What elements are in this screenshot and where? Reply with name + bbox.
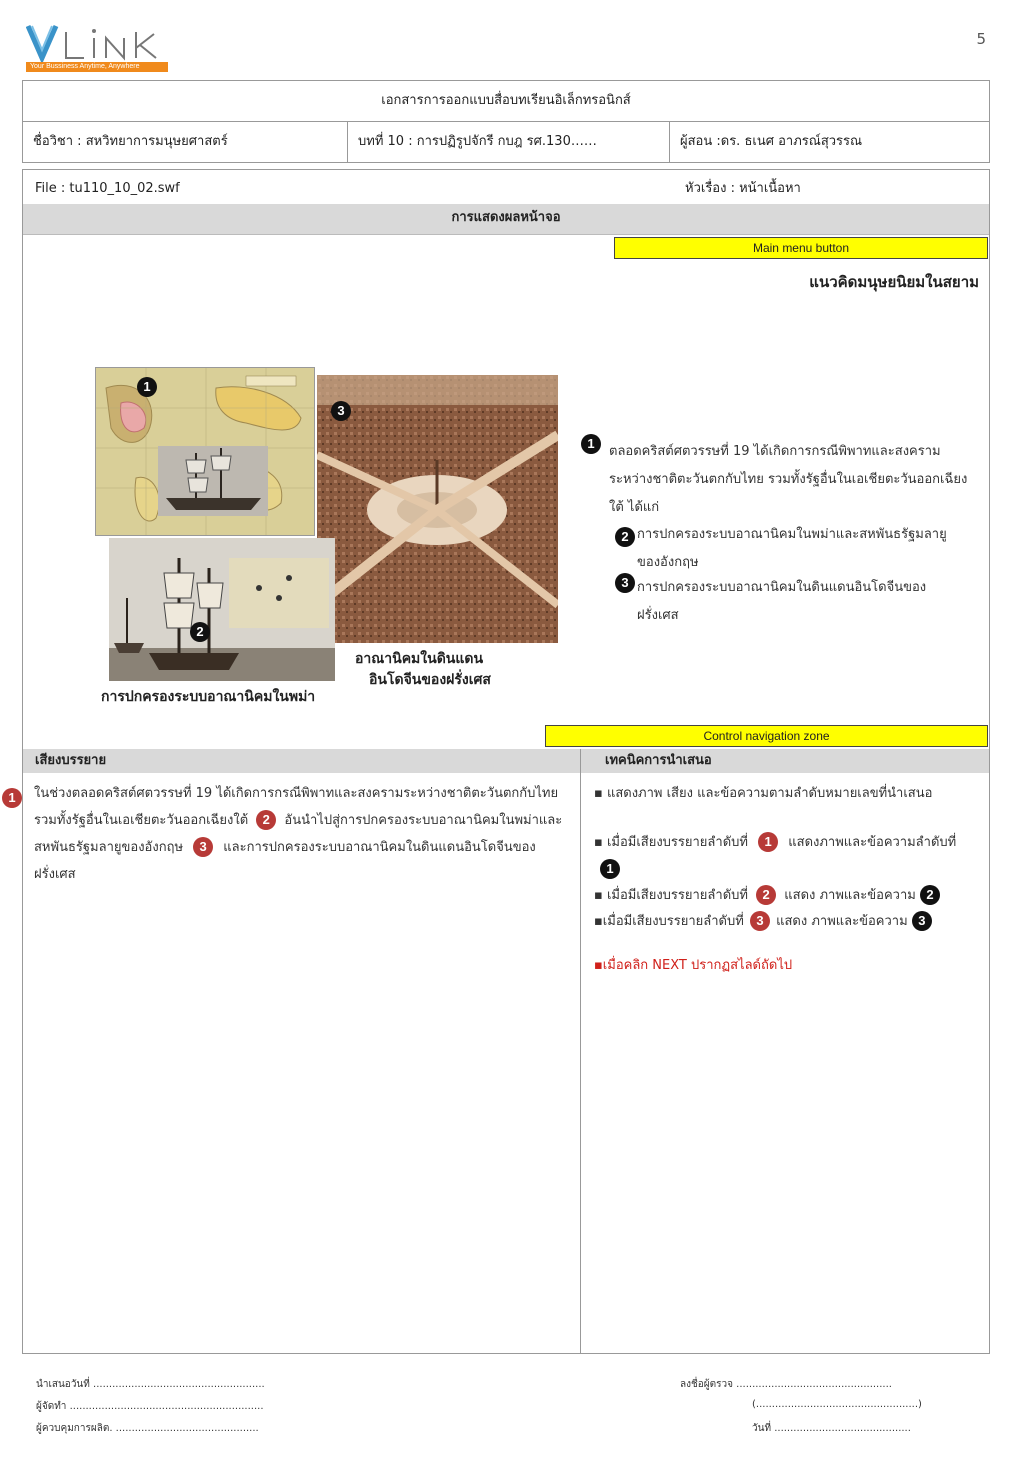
display-section-header: การแสดงผลหน้าจอ xyxy=(23,204,989,235)
burma-ships-illustration xyxy=(109,538,335,681)
technique-item-3-end-marker: 2 xyxy=(920,885,940,905)
technique-item-3-suffix: แสดง ภาพและข้อความ xyxy=(784,888,916,903)
technique-item-4-suffix: แสดง ภาพและข้อความ xyxy=(776,914,908,929)
narration-marker-1: 1 xyxy=(2,787,22,808)
narration-part-2: อันนำไปสู่การปกครองระบบอาณานิคมในพม่าและสหพันธรัฐมลายูของอังกฤษ xyxy=(34,813,563,855)
indochina-aerial-illustration xyxy=(317,375,558,643)
world-map-image xyxy=(95,367,315,536)
lower-section-header xyxy=(23,749,989,773)
topic-label: หัวเรื่อง : หน้าเนื้อหา xyxy=(685,181,801,196)
technique-item-3-marker: 2 xyxy=(756,885,776,905)
technique-list xyxy=(594,780,979,979)
image-marker-1: 1 xyxy=(137,376,157,397)
image-marker-3: 3 xyxy=(331,400,351,421)
vlink-logo-mark xyxy=(26,22,174,64)
content-item-3: การปกครองระบบอาณานิคมในดินแดนอินโดจีนของฝรั่งเศส xyxy=(637,580,927,623)
content-intro: ตลอดคริสต์ศตวรรษที่ 19 ได้เกิดการกรณีพิพาทและสงครามระหว่างชาติตะวันตกกับไทย รวมทั้งรัฐอื่นในเอเชียตะวันออกเฉียงใต้ ได้แก่ xyxy=(609,444,968,515)
caption-indochina-line1: อาณานิคมในดินแดน xyxy=(355,651,484,667)
technique-item-2-suffix: แสดงภาพและข้อความลำดับที่ xyxy=(788,835,957,850)
technique-item-5: ▪เมื่อคลิก NEXT ปรากฏสไลด์ถัดไป xyxy=(594,958,793,973)
technique-item-2-marker: 1 xyxy=(758,832,778,852)
footer-supervisor: ผู้ควบคุมการผลิต. ............................................. xyxy=(36,1423,259,1434)
technique-item-3 xyxy=(594,883,979,909)
column-divider xyxy=(580,749,581,1354)
image-marker-2: 2 xyxy=(190,621,210,642)
narration-marker-3: 3 xyxy=(193,837,213,857)
technique-item-2 xyxy=(594,829,979,883)
burma-ships-image xyxy=(109,538,335,681)
narration-marker-2: 2 xyxy=(256,810,276,830)
footer-date: วันที่ ........................................... xyxy=(752,1423,911,1434)
technique-item-4-prefix: ▪เมื่อมีเสียงบรรยายลำดับที่ xyxy=(594,914,744,929)
file-name: File : tu110_10_02.swf xyxy=(35,181,180,196)
caption-burma: การปกครองระบบอาณานิคมในพม่า xyxy=(101,689,316,705)
content-marker-1: 1 xyxy=(581,433,601,454)
document-title: เอกสารการออกแบบสื่อบทเรียนอิเล็กทรอนิกส์ xyxy=(23,81,989,122)
main-menu-button[interactable]: Main menu button xyxy=(614,237,988,259)
technique-item-4-end-marker: 3 xyxy=(912,911,932,931)
narration-text xyxy=(34,780,574,888)
indochina-aerial-image xyxy=(317,375,558,643)
caption-indochina-line2: อินโดจีนของฝรั่งเศส xyxy=(369,672,491,688)
course-name: ชื่อวิชา : สหวิทยาการมนุษยศาสตร์ xyxy=(23,122,348,162)
content-marker-3: 3 xyxy=(615,572,635,593)
document-header xyxy=(22,80,990,163)
technique-item-2-prefix: ▪ เมื่อมีเสียงบรรยายลำดับที่ xyxy=(594,835,748,850)
technique-item-4 xyxy=(594,909,979,935)
technique-item-1: ▪ แสดงภาพ เสียง และข้อความตามลำดับหมายเลขที่นำเสนอ xyxy=(594,786,933,801)
technique-item-4-marker: 3 xyxy=(750,911,770,931)
technique-header: เทคนิคการนำเสนอ xyxy=(605,753,712,768)
control-navigation-zone[interactable]: Control navigation zone xyxy=(545,725,988,747)
content-item-2: การปกครองระบบอาณานิคมในพม่าและสหพันธรัฐมลายูของอังกฤษ xyxy=(637,527,947,570)
narration-part-1: ในช่วงตลอดคริสต์ศตวรรษที่ 19 ได้เกิดการกรณีพิพาทและสงครามระหว่างชาติตะวันตกกับไทย รวมทั้งรัฐอื่นในเอเชียตะวันออกเฉียงใต้ xyxy=(34,786,559,828)
technique-item-3-prefix: ▪ เมื่อมีเสียงบรรยายลำดับที่ xyxy=(594,888,748,903)
slide-title: แนวคิดมนุษยนิยมในสยาม xyxy=(809,273,979,291)
narration-header: เสียงบรรยาย xyxy=(35,753,107,768)
page-number: 5 xyxy=(976,30,986,48)
file-row xyxy=(23,170,989,204)
technique-item-2-end-marker: 1 xyxy=(600,859,620,879)
footer-name-paren: (...................................................) xyxy=(752,1399,922,1410)
content-marker-2: 2 xyxy=(615,526,635,547)
narration-part-3: และการปกครองระบบอาณานิคมในดินแดนอินโดจีนของฝรั่งเศส xyxy=(34,840,536,882)
chapter-name: บทที่ 10 : การปฏิรูปจักรี กบฎ รศ.130…… xyxy=(348,122,670,162)
logo-tagline: Your Bussiness Anytime, Anywhere xyxy=(26,62,168,72)
instructor-name: ผู้สอน :ดร. ธเนศ อาภรณ์สุวรรณ xyxy=(680,134,863,149)
footer-presented-date: นำเสนอวันที่ ...................................................... xyxy=(36,1379,265,1390)
world-map-illustration xyxy=(96,368,314,535)
footer-signature: ลงชื่อผู้ตรวจ ................................................. xyxy=(680,1379,892,1390)
footer-producer: ผู้จัดทำ ............................................................. xyxy=(36,1401,264,1412)
